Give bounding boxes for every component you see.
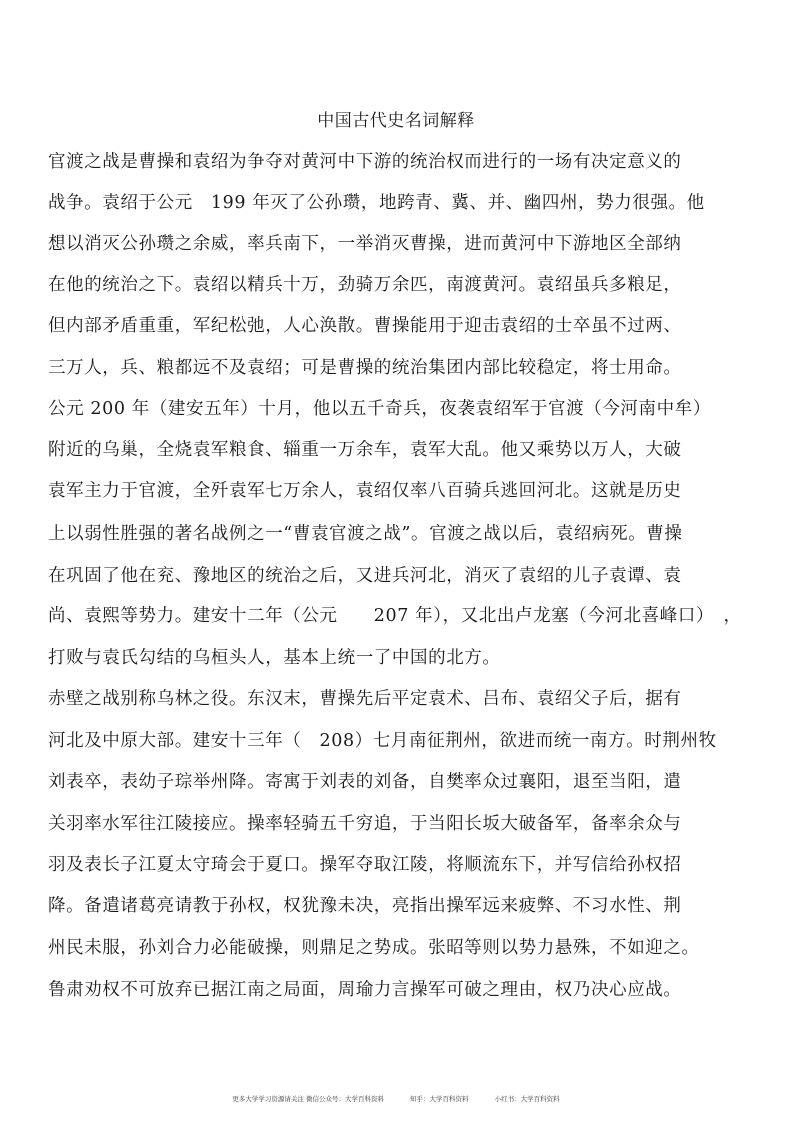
body-line: 想以消灭公孙瓒之余威，率兵南下，一举消灭曹操，进而黄河中下游地区全部纳 <box>48 234 682 254</box>
body-line: 降。备遣诸葛亮请教于孙权，权犹豫未决，亮指出操军远来疲弊、不习水性、荆 <box>48 896 682 916</box>
body-line: 打败与袁氏勾结的乌桓头人，基本上统一了中国的北方。 <box>48 648 501 668</box>
body-line: 在巩固了他在兖、豫地区的统治之后，又进兵河北，消灭了袁绍的儿子袁谭、袁 <box>48 566 682 586</box>
body-line: 上以弱性胜强的著名战例之一“曹袁官渡之战”。官渡之战以后，袁绍病死。曹操 <box>48 524 683 544</box>
body-line: 鲁肃劝权不可放弃已据江南之局面，周瑜力言操军可破之理由，权乃决心应战。 <box>48 980 682 1000</box>
body-line: 尚、袁熙等势力。建安十二年（公元 207 年），又北出卢龙塞（今河北喜峰口） ， <box>48 606 742 626</box>
footer-zhihu-text: 知乎：大学百科资料 <box>410 1095 469 1103</box>
footer-xiaohongshu-text: 小红书：大学百科资料 <box>494 1095 560 1103</box>
body-line: 但内部矛盾重重，军纪松弛，人心涣散。曹操能用于迎击袁绍的士卒虽不过两、 <box>48 316 682 336</box>
footer-wechat-text: 更多大学学习资源请关注 微信公众号：大学百科资料 <box>232 1095 384 1103</box>
body-line: 三万人，兵、粮都远不及袁绍；可是曹操的统治集团内部比较稳定，将士用命。 <box>48 358 682 378</box>
document-title: 中国古代史名词解释 <box>317 111 475 131</box>
body-line: 刘表卒，表幼子琮举州降。寄寓于刘表的刘备，自樊率众过襄阳，退至当阳，遣 <box>48 772 682 792</box>
body-line: 关羽率水军往江陵接应。操率轻骑五千穷追，于当阳长坂大破备军，备率余众与 <box>48 814 682 834</box>
body-line: 河北及中原大部。建安十三年（ 208）七月南征荆州，欲进而统一南方。时荆州牧 <box>48 731 717 751</box>
body-line: 州民未服，孙刘合力必能破操，则鼎足之势成。张昭等则以势力悬殊，不如迎之。 <box>48 938 700 958</box>
body-line: 羽及表长子江夏太守琦会于夏口。操军夺取江陵，将顺流东下，并写信给孙权招 <box>48 855 682 875</box>
body-line: 附近的乌巢，全烧袁军粮食、辎重一万余车，袁军大乱。他又乘势以万人，大破 <box>48 440 682 460</box>
body-line: 在他的统治之下。袁绍以精兵十万，劲骑万余匹，南渡黄河。袁绍虽兵多粮足， <box>48 275 682 295</box>
body-line: 战争。袁绍于公元 199 年灭了公孙瓒，地跨青、冀、并、幽四州，势力很强。他 <box>48 193 705 213</box>
body-line: 袁军主力于官渡，全歼袁军七万余人，袁绍仅率八百骑兵逃回河北。这就是历史 <box>48 481 682 501</box>
body-line: 公元 200 年（建安五年）十月，他以五千奇兵，夜袭袁绍军于官渡（今河南中牟） <box>48 399 711 419</box>
page-footer <box>0 1094 792 1103</box>
body-line: 官渡之战是曹操和袁绍为争夺对黄河中下游的统治权而进行的一场有决定意义的 <box>48 152 682 172</box>
body-line: 赤壁之战别称乌林之役。东汉末，曹操先后平定袁术、吕布、袁绍父子后，据有 <box>48 689 682 709</box>
